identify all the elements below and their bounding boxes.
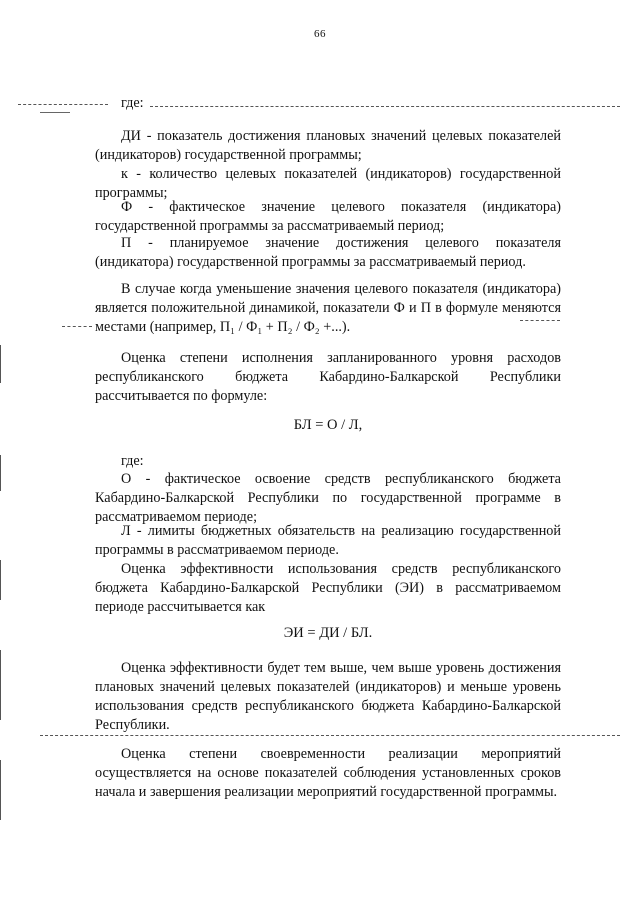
scan-edge-mark <box>0 760 1 820</box>
where-label: где: <box>121 95 144 111</box>
definition-l: Л - лимиты бюджетных обязательств на реализацию государственной программы в рассматриваемом периоде. <box>95 523 561 558</box>
scan-edge-mark <box>0 345 1 383</box>
scan-artifact-line <box>62 326 92 327</box>
paragraph-timeliness: Оценка степени своевременности реализации мероприятий осуществляется на основе показателей соблюдения установленных сроков начала и завершения реализации мероприятий государственной программы. <box>95 746 561 800</box>
formula-ei: ЭИ = ДИ / БЛ. <box>283 625 373 641</box>
page-number: 66 <box>314 28 326 40</box>
definition-p: П - планируемое значение достижения целевого показателя (индикатора) государственной программы за рассматриваемый период. <box>95 235 561 270</box>
scan-edge-mark <box>0 455 1 491</box>
definition-k: к - количество целевых показателей (индикаторов) государственной программы; <box>95 166 561 201</box>
paragraph-higher: Оценка эффективности будет тем выше, чем выше уровень достижения плановых значений целевых показателей (индикаторов) и меньше уровень использования средств республиканского бюджета Кабардино-Балкарской Республики. <box>95 660 561 733</box>
definition-di: ДИ - показатель достижения плановых значений целевых показателей (индикаторов) государственной программы; <box>95 128 561 163</box>
paragraph-decrease: В случае когда уменьшение значения целевого показателя (индикатора) является положительной динамикой, показатели Ф и П в формуле меняются местами (например, П₁ / Ф₁ + П₂ / Ф₂ +...). <box>95 281 561 335</box>
paragraph-efficiency: Оценка эффективности использования средств республиканского бюджета Кабардино-Балкарской Республики (ЭИ) в рассматриваемом периоде рассчитывается как <box>95 561 561 615</box>
scan-artifact-line <box>40 112 70 113</box>
definition-o: О - фактическое освоение средств республиканского бюджета Кабардино-Балкарской Республики по государственной программе в рассматриваемом периоде; <box>95 471 561 525</box>
scan-artifact-line <box>520 320 560 321</box>
paragraph-budget: Оценка степени исполнения запланированного уровня расходов республиканского бюджета Кабардино-Балкарской Республики рассчитывается по формуле: <box>95 350 561 404</box>
scan-artifact-line <box>40 735 620 736</box>
formula-bl: БЛ = О / Л, <box>293 417 363 433</box>
where-label-2: где: <box>121 453 144 469</box>
scan-edge-mark <box>0 560 1 600</box>
scan-artifact-line <box>18 104 108 105</box>
definition-f: Ф - фактическое значение целевого показателя (индикатора) государственной программы за рассматриваемый период; <box>95 199 561 234</box>
scan-edge-mark <box>0 650 1 720</box>
scan-artifact-line <box>150 106 620 107</box>
